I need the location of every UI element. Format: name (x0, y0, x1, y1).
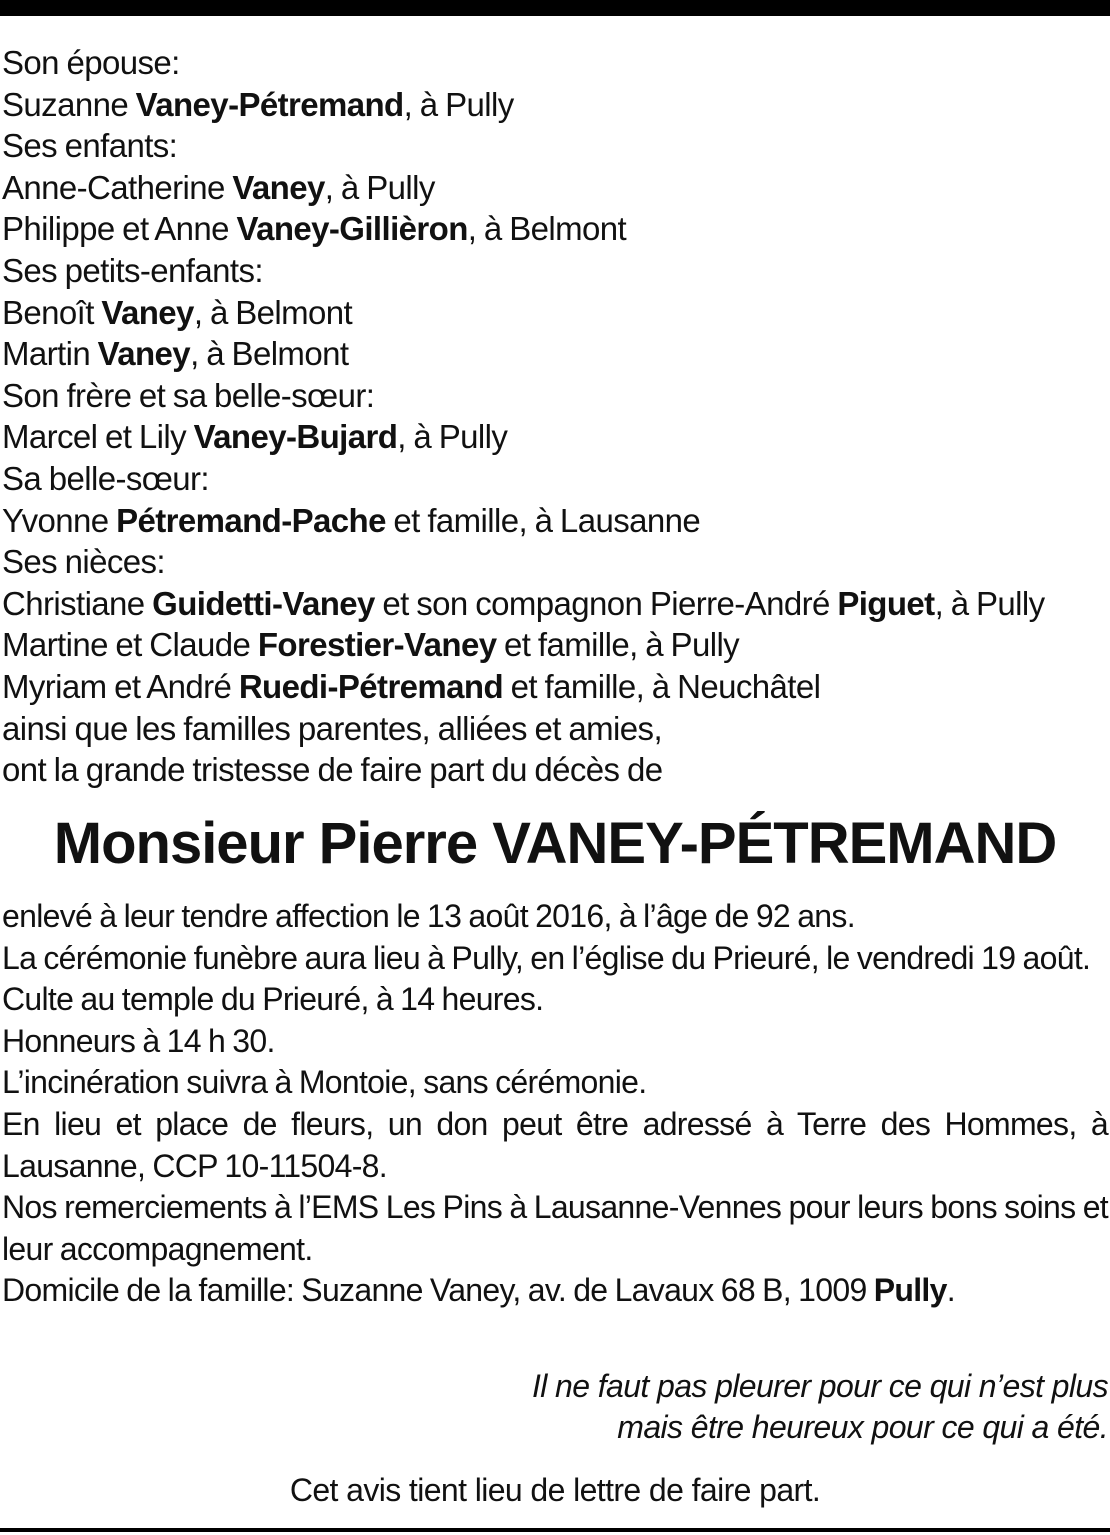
deceased-name: Monsieur Pierre VANEY-PÉTREMAND (53, 811, 1057, 876)
text-segment: En lieu et place de fleurs, un don peut être adressé à Terre des Hommes, à Lausanne, CCP 10-11504-8. (2, 1105, 1108, 1184)
detail-paragraph (2, 938, 1108, 980)
family-line (2, 208, 1108, 250)
quote-line: mais être heureux pour ce qui a été. (617, 1409, 1108, 1445)
family-line (2, 666, 1108, 708)
family-line (2, 541, 1108, 583)
surname: Pétremand-Pache (116, 501, 386, 539)
surname: Ruedi-Pétremand (238, 667, 504, 705)
text-segment: Culte au temple du Prieuré, à 14 heures. (2, 981, 544, 1018)
text-segment: La cérémonie funèbre aura lieu à Pully, en l’église du Prieuré, le vendredi 19 août. (2, 939, 1091, 976)
text-segment: Martine et Claude (2, 626, 258, 664)
text-segment: Son frère et sa belle-sœur: (2, 376, 375, 414)
family-line (2, 583, 1108, 625)
family-line (2, 458, 1108, 500)
family-list (2, 42, 1108, 791)
family-line (2, 375, 1108, 417)
family-line (2, 749, 1108, 791)
text-segment: Suzanne (2, 85, 136, 123)
bottom-rule (0, 1528, 1110, 1532)
detail-paragraph (2, 896, 1108, 938)
text-segment: Myriam et André (2, 667, 239, 705)
text-segment: Nos remerciements à l’EMS Les Pins à Lausanne-Vennes pour leurs bons soins et leur accompagnement. (2, 1189, 1108, 1267)
surname: Forestier-Vaney (257, 626, 497, 664)
text-segment: L’incinération suivra à Montoie, sans cérémonie. (2, 1064, 647, 1101)
quote-line: Il ne faut pas pleurer pour ce qui n’est plus (531, 1368, 1108, 1404)
text-segment: , à Pully (397, 418, 508, 456)
text-segment: . (946, 1272, 955, 1309)
detail-paragraph (2, 1021, 1108, 1063)
family-line (2, 708, 1108, 750)
text-segment: enlevé à leur tendre affection le 13 août 2016, à l’âge de 92 ans. (2, 898, 855, 934)
family-line (2, 167, 1108, 209)
surname: Pully (873, 1272, 947, 1309)
surname: Vaney-Bujard (193, 418, 398, 456)
text-segment: Marcel et Lily (2, 418, 194, 456)
surname: Piguet (837, 584, 935, 622)
text-segment: et son compagnon Pierre-André (374, 584, 838, 622)
text-segment: ont la grande tristesse de faire part du décès de (2, 751, 663, 789)
funeral-details (2, 896, 1108, 1312)
text-segment: , à Belmont (193, 293, 353, 331)
text-segment: Ses enfants: (2, 127, 178, 165)
text-segment: , à Pully (324, 168, 435, 206)
surname: Vaney (101, 293, 194, 331)
surname: Vaney (232, 168, 325, 206)
text-segment: Ses petits-enfants: (2, 251, 263, 289)
family-line (2, 292, 1108, 334)
family-line (2, 333, 1108, 375)
text-segment: Christiane (2, 584, 153, 622)
top-rule (0, 0, 1110, 16)
surname: Vaney-Pétremand (135, 85, 404, 123)
family-line (2, 125, 1108, 167)
detail-paragraph (2, 1062, 1108, 1104)
text-segment: et famille, à Lausanne (385, 501, 701, 539)
surname: Guidetti-Vaney (152, 584, 375, 622)
epitaph-quote (208, 1366, 1108, 1448)
text-segment: , à Pully (934, 584, 1045, 622)
text-segment: Domicile de la famille: Suzanne Vaney, av. de Lavaux 68 B, 1009 (2, 1272, 874, 1309)
detail-paragraph (2, 979, 1108, 1021)
text-segment: Son épouse: (2, 44, 180, 81)
closing-note: Cet avis tient lieu de lettre de faire part. (289, 1472, 821, 1508)
text-segment: Philippe et Anne (2, 210, 237, 248)
text-segment: Sa belle-sœur: (2, 459, 210, 497)
text-segment: Yvonne (2, 501, 117, 539)
text-segment: Benoît (2, 293, 102, 331)
text-segment: ainsi que les familles parentes, alliées et amies, (2, 709, 663, 747)
family-line (2, 42, 1108, 84)
detail-paragraph (2, 1104, 1108, 1187)
detail-paragraph (2, 1187, 1108, 1270)
surname: Vaney (97, 335, 191, 373)
family-line (2, 84, 1108, 126)
surname: Vaney-Gillièron (236, 210, 468, 248)
text-segment: et famille, à Neuchâtel (503, 667, 821, 705)
text-segment: , à Belmont (190, 335, 349, 373)
family-line (2, 416, 1108, 458)
text-segment: et famille, à Pully (496, 626, 740, 664)
text-segment: Anne-Catherine (2, 168, 233, 206)
family-line (2, 250, 1108, 292)
detail-paragraph (2, 1270, 1108, 1312)
text-segment: Honneurs à 14 h 30. (2, 1022, 275, 1059)
text-segment: , à Pully (403, 85, 514, 123)
family-line (2, 624, 1108, 666)
text-segment: Martin (2, 335, 98, 373)
text-segment: Ses nièces: (2, 543, 165, 581)
family-line (2, 500, 1108, 542)
text-segment: , à Belmont (467, 210, 627, 248)
